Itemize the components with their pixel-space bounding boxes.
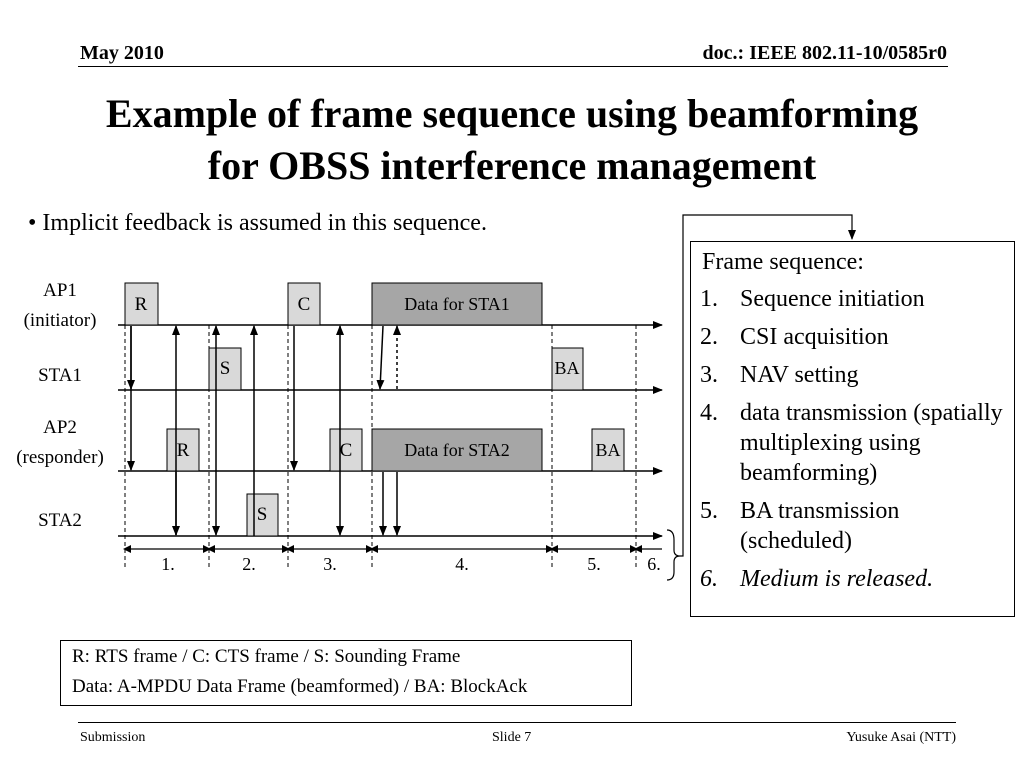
sequence-item-number: 1. — [700, 286, 718, 312]
header-doc-id: doc.: IEEE 802.11-10/0585r0 — [702, 42, 947, 64]
sequence-item-number: 2. — [700, 324, 718, 350]
phase-label-3: 3. — [323, 554, 337, 574]
row-label-sta1: STA1 — [38, 365, 82, 386]
row-label-ap2: AP2 — [43, 417, 77, 438]
phase-label-4: 4. — [455, 554, 469, 574]
phase-label-2: 2. — [242, 554, 256, 574]
row-label-ap1: AP1 — [43, 280, 77, 301]
frame-ap2-ba-label: BA — [595, 440, 621, 460]
row-label-ap2-role: (responder) — [16, 447, 104, 468]
frame-sta2-sounding-label: S — [256, 504, 268, 525]
sequence-item-text: Sequence initiation — [740, 286, 925, 312]
row-label-ap1-role: (initiator) — [23, 310, 97, 331]
sequence-item-text: data transmission (spatially multiplexing using beamforming) — [740, 400, 1003, 486]
phase-label-6: 6. — [647, 554, 661, 574]
sequence-item-text: CSI acquisition — [740, 324, 889, 350]
bullet-text: • Implicit feedback is assumed in this sequence. — [28, 210, 487, 236]
sequence-item — [700, 284, 1010, 314]
phase-label-1: 1. — [161, 554, 175, 574]
frame-ap2-rts-label: R — [176, 440, 190, 461]
frame-sequence-list — [700, 284, 1010, 602]
footer-author: Yusuke Asai (NTT) — [846, 730, 956, 745]
frame-ap2-data-label: Data for STA2 — [404, 440, 510, 460]
sequence-item — [700, 398, 1010, 488]
phase-label-5: 5. — [587, 554, 601, 574]
frame-ap1-cts-label: C — [297, 294, 311, 315]
frame-sequence-title: Frame sequence: — [702, 249, 864, 275]
header-date: May 2010 — [80, 42, 164, 64]
sequence-item — [700, 496, 1010, 556]
sequence-item-number: 4. — [700, 400, 718, 426]
frame-sta1-ba-label: BA — [554, 358, 580, 378]
sequence-item-text: BA transmission (scheduled) — [740, 498, 900, 554]
sequence-item-text: NAV setting — [740, 362, 859, 388]
legend-line-1: R: RTS frame / C: CTS frame / S: Sounding Frame — [72, 646, 461, 667]
sequence-item — [700, 360, 1010, 390]
frame-ap2-cts-label: C — [339, 440, 353, 461]
footer-rule — [78, 722, 956, 723]
curly-brace — [667, 530, 680, 580]
sequence-item — [700, 322, 1010, 352]
frame-ap1-data-label: Data for STA1 — [404, 294, 510, 314]
footer-submission: Submission — [80, 730, 146, 745]
footer-slide-number: Slide 7 — [492, 730, 532, 745]
sequence-item-number: 5. — [700, 498, 718, 524]
frame-ap1-rts-label: R — [134, 294, 148, 315]
sequence-item — [700, 564, 1010, 594]
sequence-item-number: 3. — [700, 362, 718, 388]
arrow-data-sta1 — [380, 326, 383, 389]
title-line-1: Example of frame sequence using beamforming — [105, 91, 919, 136]
frame-sta1-sounding-label: S — [219, 358, 231, 379]
legend-line-2: Data: A-MPDU Data Frame (beamformed) / BA: BlockAck — [72, 676, 528, 697]
title-line-2: for OBSS interference management — [207, 143, 817, 188]
sequence-item-number: 6. — [700, 566, 718, 592]
row-label-sta2: STA2 — [38, 510, 82, 531]
sequence-item-text: Medium is released. — [740, 566, 934, 592]
